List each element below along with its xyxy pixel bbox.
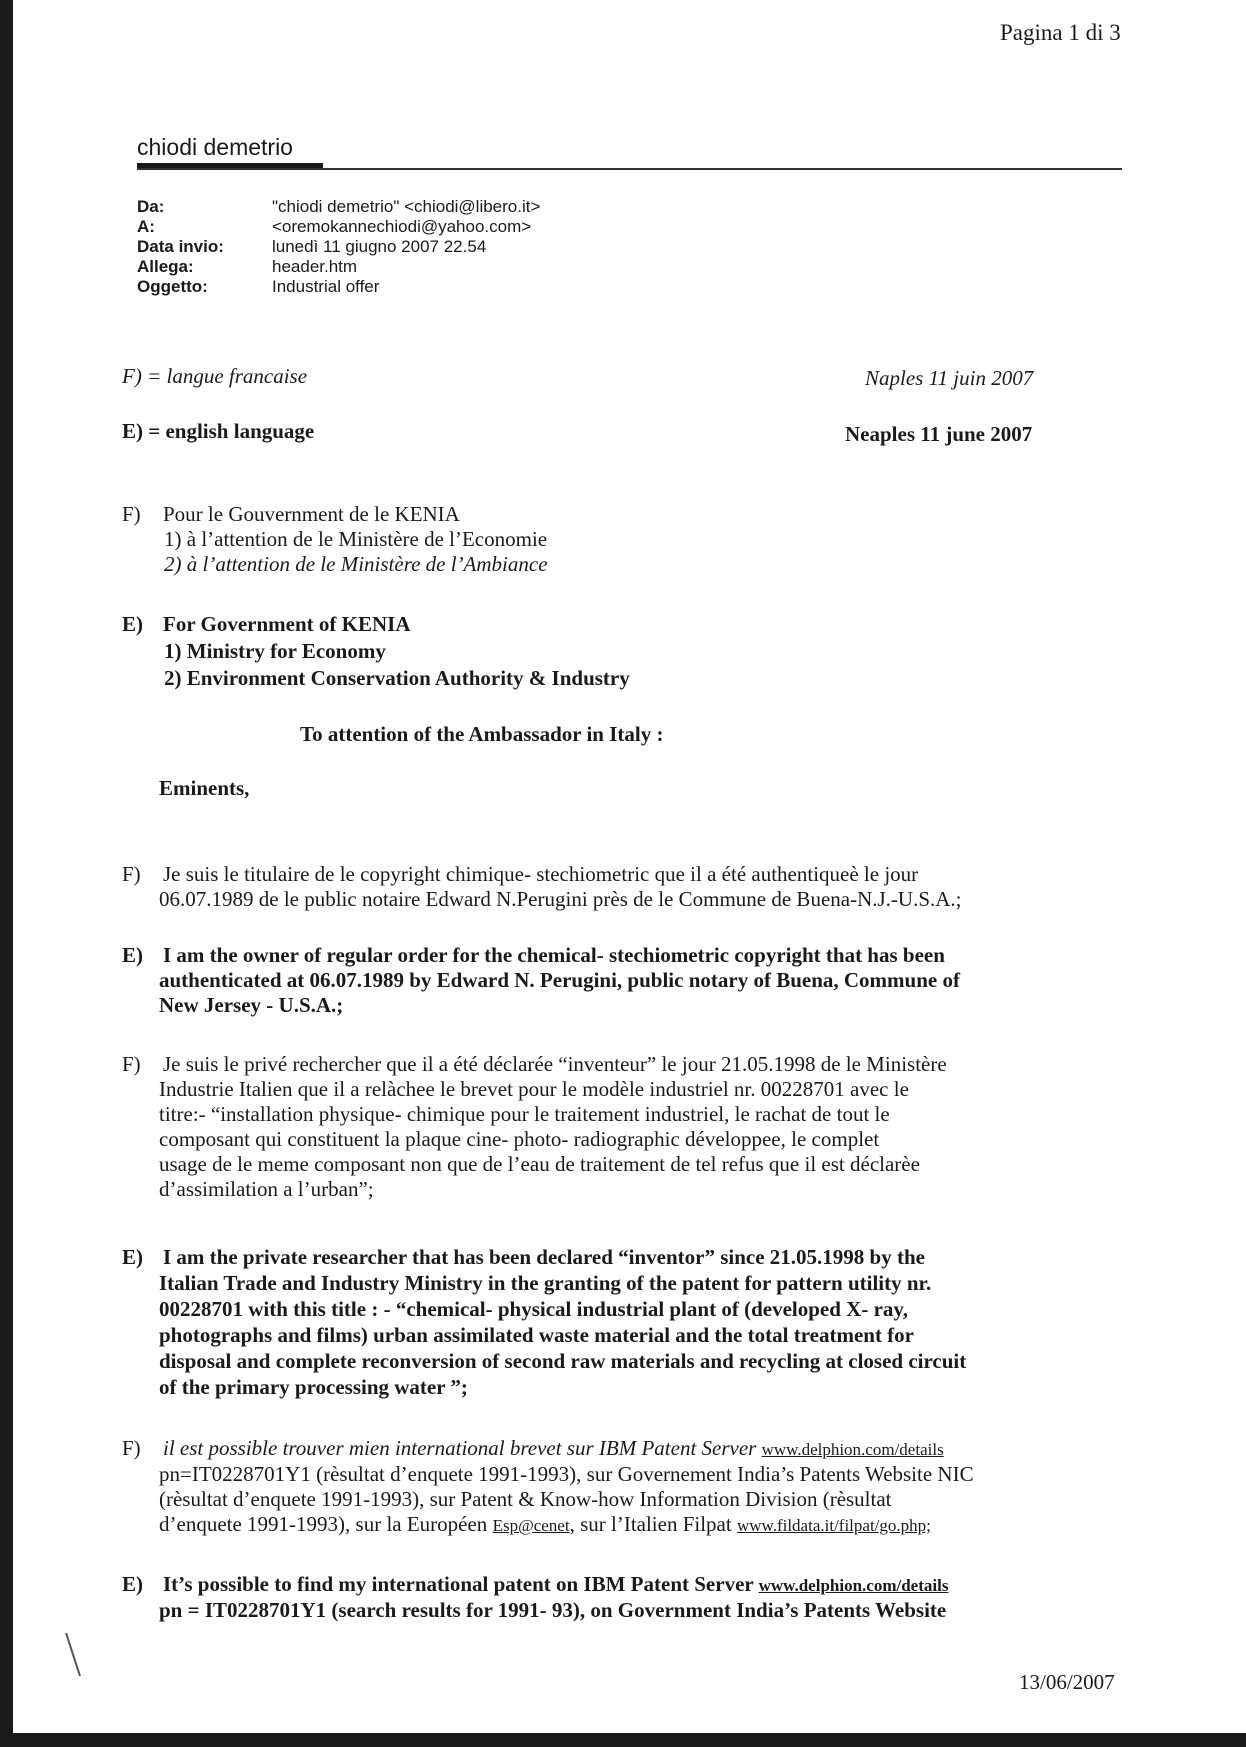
paragraph-line: Industrie Italien que il a relàchee le brevet pour le modèle industriel nr. 00228701 avec le [159, 1077, 909, 1101]
scan-mark [65, 1633, 81, 1676]
header-value: Industrial offer [272, 277, 380, 296]
paragraph-line: composant qui constituent la plaque cine- photo- radiographic développee, le complet [159, 1127, 880, 1151]
date-french: Naples 11 juin 2007 [865, 366, 1034, 390]
paragraph-line: 06.07.1989 de le public notaire Edward N.Perugini près de le Commune de Buena-N.J.-U.S.A.; [159, 887, 962, 911]
filpat-link[interactable]: www.fildata.it/filpat/go.php; [736, 1516, 931, 1535]
header-value: "chiodi demetrio" <chiodi@libero.it> [272, 197, 541, 216]
header-label: Da: [137, 197, 165, 216]
paragraph-line: pn = IT0228701Y1 (search results for 1991- 93), on Government India’s Patents Website [159, 1598, 947, 1622]
paragraph-marker: E) [122, 1245, 143, 1269]
paragraph-marker: F) [122, 862, 141, 886]
paragraph-line: usage de le meme composant non que de l’eau de traitement de tel refus que il est déclarèe [159, 1152, 920, 1176]
paragraph-line: of the primary processing water ”; [159, 1375, 468, 1399]
paragraph-line: (rèsultat d’enquete 1991-1993), sur Patent & Know-how Information Division (rèsultat [159, 1487, 892, 1511]
paragraph-line: disposal and complete reconversion of second raw materials and recycling at closed circuit [159, 1349, 967, 1373]
paragraph-line: Je suis le titulaire de le copyright chimique- stechiometric que il a été authentiqueè le jour [163, 862, 919, 886]
paragraph-marker: F) [122, 502, 141, 526]
language-french-label: F) = langue francaise [122, 364, 308, 388]
header-label: Allega: [137, 257, 194, 276]
paragraph-en-3 [122, 1572, 948, 1623]
salutation [159, 776, 249, 801]
paragraph-line: It’s possible to find my international patent on IBM Patent Server [163, 1572, 759, 1596]
addressee-item: 2) à l’attention de le Ministère de l’Ambiance [164, 552, 548, 576]
paragraph-line: Italian Trade and Industry Ministry in the granting of the patent for pattern utility nr. [159, 1271, 932, 1295]
addressee-item: 2) Environment Conservation Authority & Industry [164, 666, 630, 690]
paragraph-marker: E) [122, 1572, 143, 1596]
paragraph-text: , sur l’Italien Filpat [569, 1512, 737, 1536]
email-header [137, 197, 540, 297]
addressee-title: Pour le Gouvernment de le KENIA [163, 502, 460, 526]
paragraph-line-with-links [122, 1512, 974, 1538]
paragraph-line: photographs and films) urban assimilated waste material and the total treatment for [159, 1323, 914, 1347]
scan-edge-left [0, 0, 13, 1747]
paragraph-line: pn=IT0228701Y1 (rèsultat d’enquete 1991-1993), sur Governement India’s Patents Website NIC [159, 1462, 974, 1486]
salutation-text: Eminents, [159, 776, 250, 800]
addressee-english [122, 611, 630, 692]
attention-line: To attention of the Ambassador in Italy : [300, 722, 664, 746]
paragraph-marker: E) [122, 612, 143, 636]
footer-date: 13/06/2007 [1019, 1670, 1115, 1694]
header-row-attachment [137, 257, 540, 277]
scan-edge-bottom [0, 1733, 1246, 1747]
delphion-link[interactable]: www.delphion.com/details [758, 1576, 949, 1595]
header-label: A: [137, 217, 155, 236]
sender-name: chiodi demetrio [137, 134, 293, 160]
paragraph-line: authenticated at 06.07.1989 by Edward N. Perugini, public notary of Buena, Commune of [159, 968, 960, 992]
paragraph-fr-1 [122, 862, 962, 912]
date-english: Neaples 11 june 2007 [845, 422, 1033, 446]
header-row-subject [137, 277, 540, 297]
paragraph-line: titre:- “installation physique- chimique pour le traitement industriel, le rachat de tout le [159, 1102, 890, 1126]
header-rule [137, 168, 1122, 170]
header-row-from [137, 197, 540, 217]
addressee-item: 1) à l’attention de le Ministère de l’Economie [164, 527, 548, 551]
addressee-french [122, 502, 548, 577]
header-row-to [137, 217, 540, 237]
paragraph-marker: F) [122, 1052, 141, 1076]
paragraph-line: d’assimilation a l’urban”; [159, 1177, 374, 1201]
paragraph-line: New Jersey - U.S.A.; [159, 993, 344, 1017]
paragraph-line: I am the private researcher that has been declared “inventor” since 21.05.1998 by the [163, 1245, 925, 1269]
header-row-date [137, 237, 540, 257]
paragraph-fr-3 [122, 1436, 974, 1538]
header-value: lunedì 11 giugno 2007 22.54 [272, 237, 487, 256]
header-label: Data invio: [137, 237, 224, 256]
espacenet-link[interactable]: Esp@cenet [492, 1516, 570, 1535]
addressee-item: 1) Ministry for Economy [164, 639, 386, 663]
paragraph-line: 00228701 with this title : - “chemical- physical industrial plant of (developed X- ray, [159, 1297, 908, 1321]
delphion-link[interactable]: www.delphion.com/details [761, 1440, 944, 1459]
header-label: Oggetto: [137, 277, 208, 296]
paragraph-marker: E) [122, 943, 143, 967]
header-value: <oremokannechiodi@yahoo.com> [272, 217, 532, 236]
header-value: header.htm [272, 257, 358, 276]
paragraph-en-1 [122, 943, 960, 1018]
paragraph-line: Je suis le privé rechercher que il a été déclarée “inventeur” le jour 21.05.1998 de le Ministère [163, 1052, 947, 1076]
paragraph-en-2 [122, 1244, 966, 1400]
paragraph-fr-2 [122, 1052, 947, 1202]
addressee-title: For Government of KENIA [163, 612, 411, 636]
page-number: Pagina 1 di 3 [1000, 20, 1121, 45]
paragraph-line: il est possible trouver mien international brevet sur IBM Patent Server [163, 1436, 762, 1460]
paragraph-marker: F) [122, 1436, 141, 1460]
paragraph-text: d’enquete 1991-1993), sur la Européen [159, 1512, 493, 1536]
paragraph-line: I am the owner of regular order for the chemical- stechiometric copyright that has been [163, 943, 945, 967]
language-english-label: E) = english language [122, 419, 315, 443]
